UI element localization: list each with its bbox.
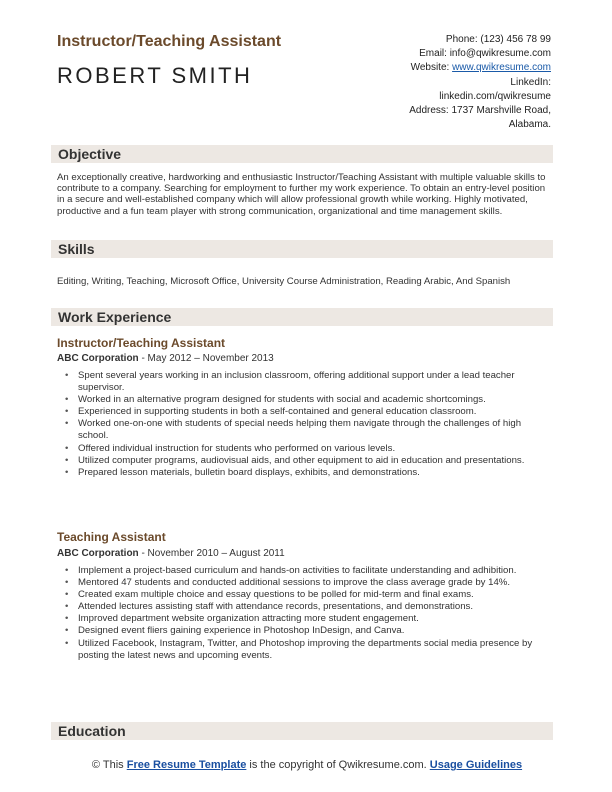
objective-section-header (51, 145, 553, 163)
website (351, 61, 551, 75)
job-2-company-line (57, 548, 285, 559)
footer-middle: is the copyright of Qwikresume.com. (246, 759, 430, 771)
work-heading: Work Experience (58, 309, 172, 325)
job-2-company: ABC Corporation (57, 548, 139, 559)
list-item: • Designed event fliers gaining experience in Photoshop InDesign, and Canva. (64, 625, 551, 637)
list-item: • Experienced in supporting students in both a self-contained and general education classroom. (64, 406, 551, 418)
list-item: • Utilized computer programs, audiovisual aids, and other equipment to aid in education and presentations. (64, 455, 551, 467)
candidate-name: ROBERT SMITH (57, 63, 253, 88)
job-1-title: Instructor/Teaching Assistant (57, 336, 226, 350)
resume-header (57, 33, 557, 133)
footer-prefix: © This (91, 759, 127, 771)
job-1-bullets (64, 370, 551, 479)
usage-guidelines-link[interactable]: Usage Guidelines (429, 759, 523, 771)
linkedin-label: LinkedIn: (510, 76, 551, 88)
phone: Phone: (123) 456 78 99 (445, 34, 551, 45)
job-1-dates: - May 2012 – November 2013 (138, 353, 274, 364)
list-item: • Improved department website organization attracting more student engagement. (64, 613, 551, 625)
list-item: • Attended lectures assisting staff with attendance records, presentations, and demonstrations. (64, 601, 551, 613)
job-1-company: ABC Corporation (57, 353, 139, 364)
list-item: • Worked one-on-one with students of special needs helping them navigate through the challenges of high school. (64, 418, 551, 442)
objective-heading: Objective (58, 146, 122, 162)
address-line-1: Address: 1737 Marshville Road, (409, 105, 551, 117)
skills-section-header (51, 240, 553, 258)
footer (60, 758, 554, 772)
skills-text: Editing, Writing, Teaching, Microsoft Office, University Course Administration, Reading Arabic, And Spanish (57, 276, 511, 287)
education-heading: Education (58, 723, 126, 739)
list-item: • Offered individual instruction for students who performed on various levels. (64, 443, 551, 455)
website-link[interactable]: www.qwikresume.com (452, 62, 551, 74)
objective-text: An exceptionally creative, hardworking and enthusiastic Instructor/Teaching Assistant with multiple valuable skills to contribute to a company. Searching for employment to further my work experience. To obtain an entry-level position in a secure and well-established company which will allow professional growth while working. Highly motivated, productive and a fun team player with strong communication, organizational and time management skills. (57, 172, 546, 217)
contact-info (351, 33, 551, 132)
work-section-header (51, 308, 553, 326)
email: Email: info@qwikresume.com (419, 48, 551, 60)
linkedin-value: linkedin.com/qwikresume (439, 90, 551, 102)
website-label: Website: (410, 62, 453, 74)
job-1-company-line (57, 353, 274, 364)
job-2-bullets (64, 565, 551, 662)
list-item: • Prepared lesson materials, bulletin board displays, exhibits, and demonstrations. (64, 467, 551, 479)
job-2-title: Teaching Assistant (57, 530, 166, 544)
job-2-dates: - November 2010 – August 2011 (138, 548, 285, 559)
list-item: • Spent several years working in an inclusion classroom, offering additional support under a lead teacher supervisor. (64, 370, 551, 394)
skills-heading: Skills (58, 241, 95, 257)
free-template-link[interactable]: Free Resume Template (126, 759, 247, 771)
education-section-header (51, 722, 553, 740)
address-line-2: Alabama. (508, 119, 551, 131)
list-item: • Created exam multiple choice and essay questions to be polled for mid-term and final exams. (64, 589, 551, 601)
list-item: • Utilized Facebook, Instagram, Twitter, and Photoshop improving the departments social media presence by posting the latest news and upcoming events. (64, 638, 551, 662)
job-title: Instructor/Teaching Assistant (57, 33, 282, 50)
list-item: • Implement a project-based curriculum and hands-on activities to facilitate understanding and adhibition. (64, 565, 551, 577)
list-item: • Worked in an alternative program designed for students with social and academic shortcomings. (64, 394, 551, 406)
list-item: • Mentored 47 students and conducted additional sessions to improve the class average grade by 14%. (64, 577, 551, 589)
